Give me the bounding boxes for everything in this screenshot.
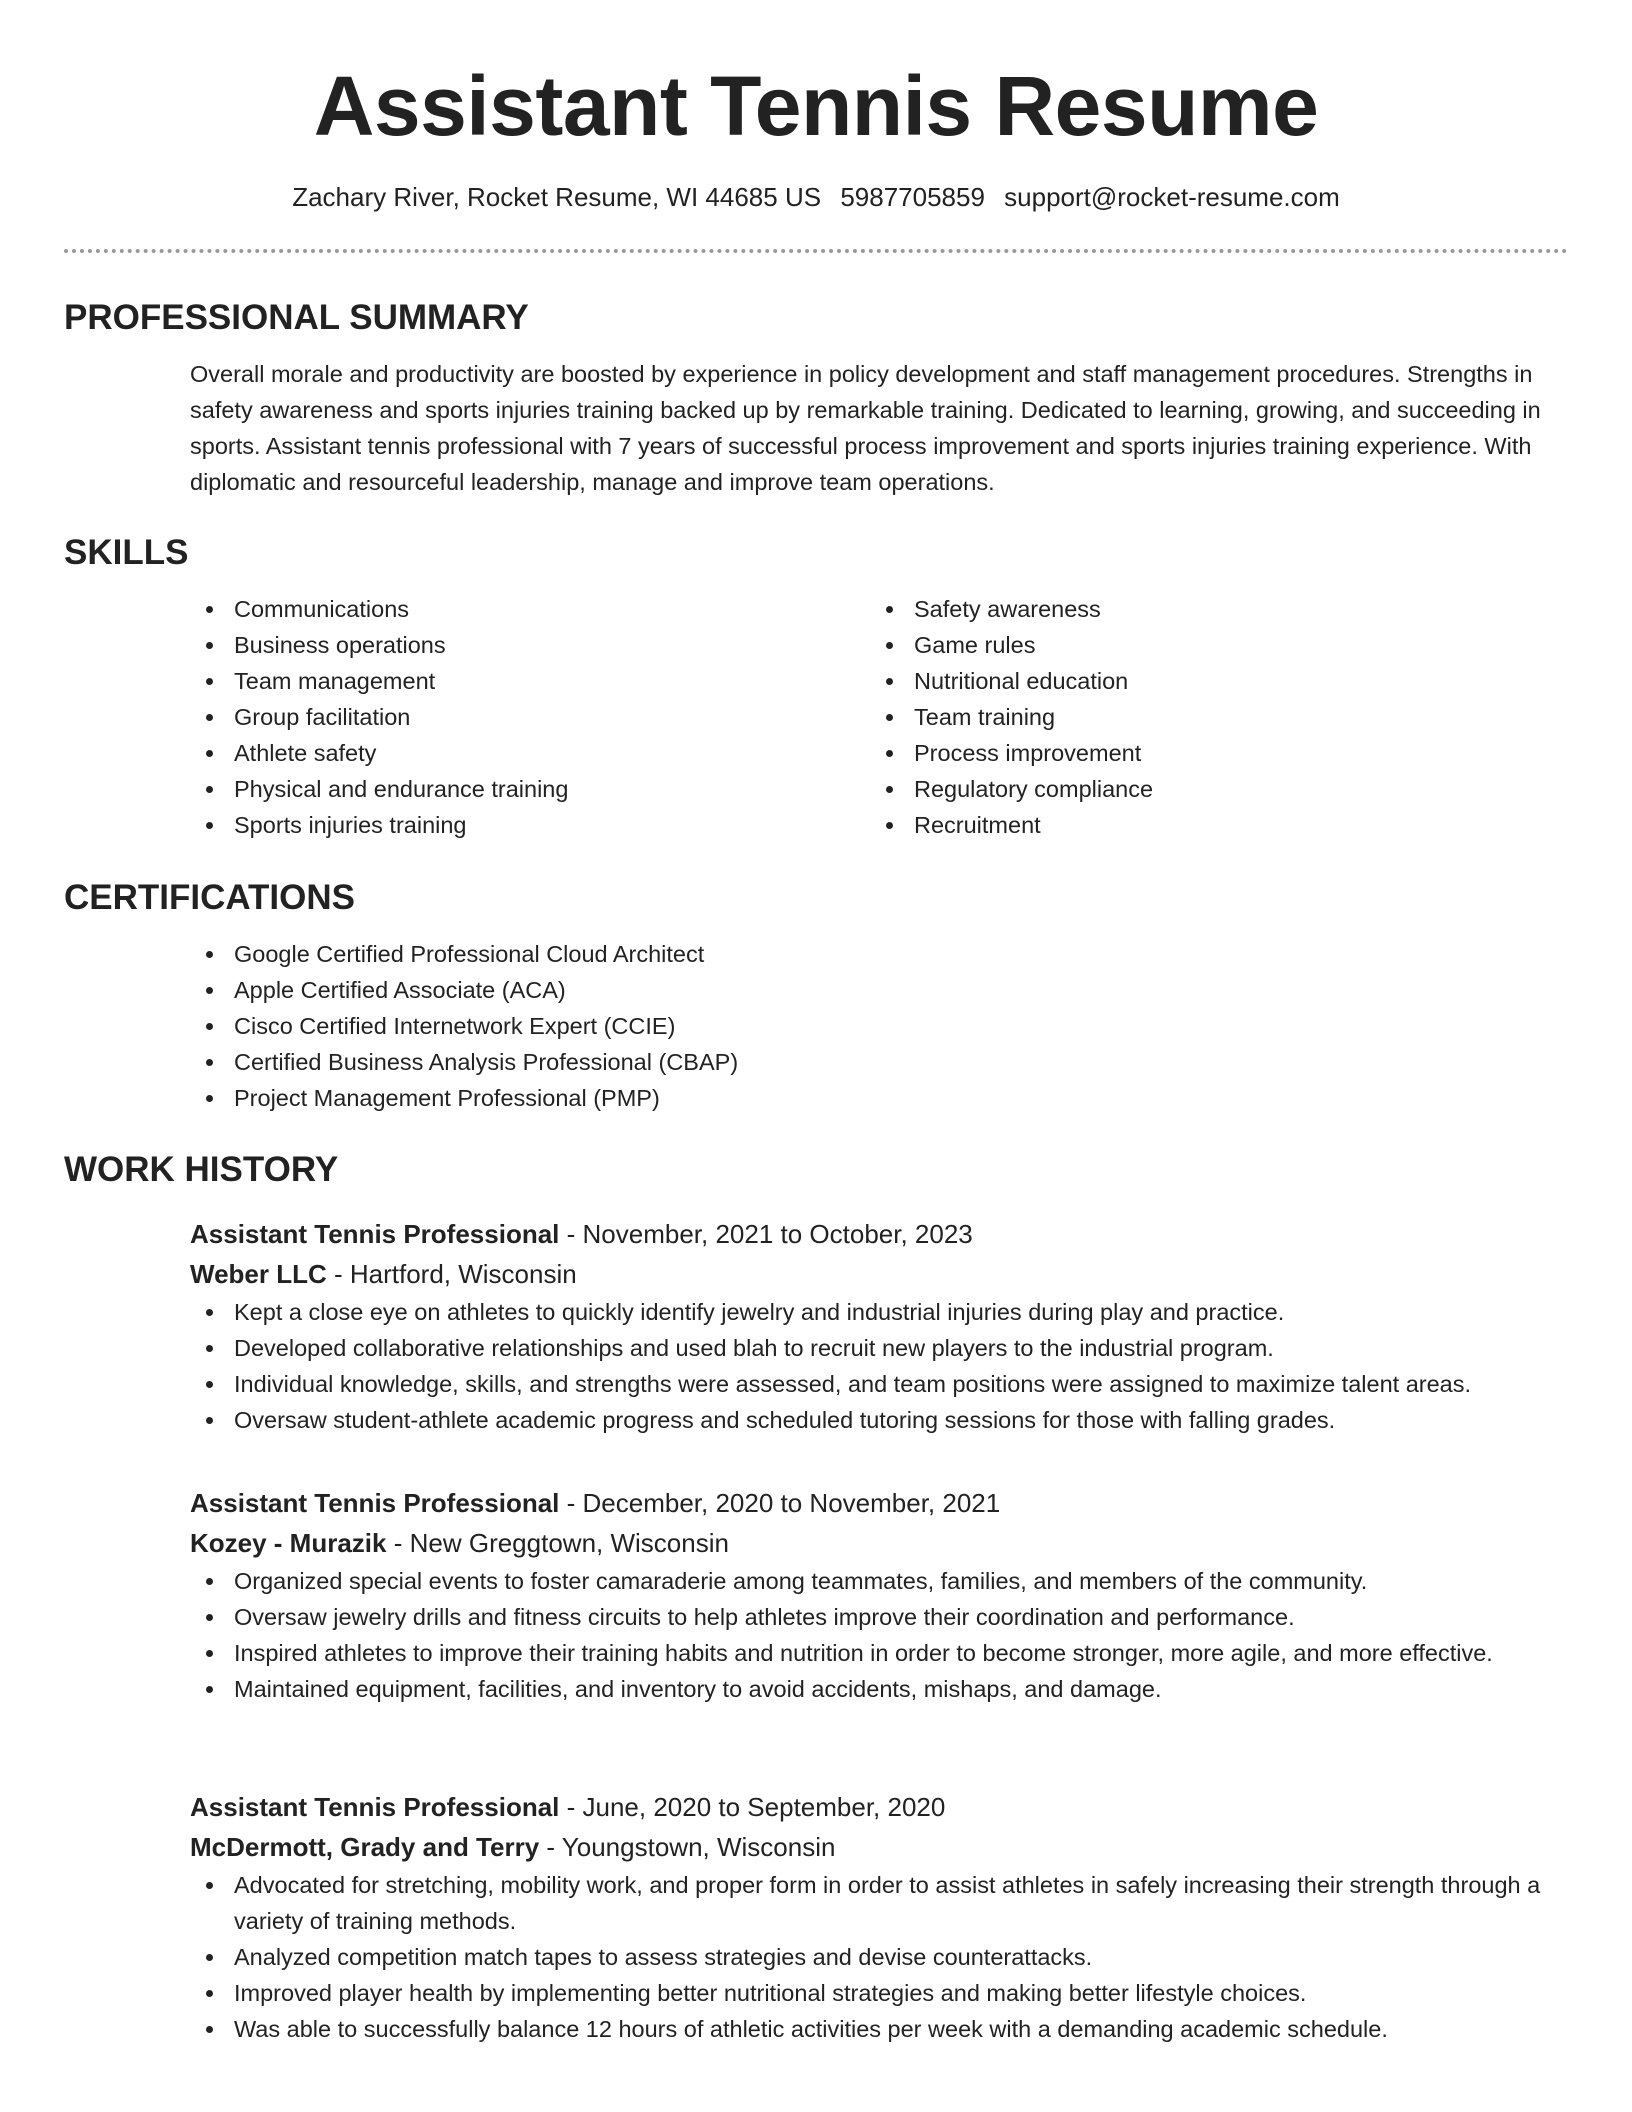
job-title: Assistant Tennis Professional (190, 1792, 560, 1822)
job-bullet-list (190, 1867, 1570, 2047)
job-bullet-list (190, 1294, 1570, 1438)
skill-item: Team training (870, 699, 1550, 735)
skills-left-column (190, 591, 870, 843)
contact-phone: 5987705859 (840, 182, 985, 212)
skill-item: Nutritional education (870, 663, 1550, 699)
skill-item: Physical and endurance training (190, 771, 870, 807)
skills-heading: SKILLS (64, 533, 189, 572)
contact-address: Zachary River, Rocket Resume, WI 44685 US (292, 182, 822, 212)
job-title: Assistant Tennis Professional (190, 1488, 560, 1518)
certifications-heading: CERTIFICATIONS (64, 878, 356, 917)
job-location: - Hartford, Wisconsin (326, 1259, 577, 1289)
job-company: Weber LLC (190, 1259, 327, 1289)
certification-item: Google Certified Professional Cloud Architect (190, 936, 1568, 972)
skills-section (64, 531, 1568, 843)
job-bullet: Was able to successfully balance 12 hours of athletic activities per week with a demanding academic schedule. (190, 2011, 1570, 2047)
job-company-line (190, 1523, 1632, 1563)
job-bullet: Oversaw jewelry drills and fitness circuits to help athletes improve their coordination and performance. (190, 1599, 1570, 1635)
skill-item: Process improvement (870, 735, 1550, 771)
job-entry (190, 1483, 1632, 1707)
skill-item: Business operations (190, 627, 870, 663)
skill-item: Sports injuries training (190, 807, 870, 843)
job-bullet: Inspired athletes to improve their training habits and nutrition in order to become stronger, more agile, and more effective. (190, 1635, 1570, 1671)
job-title-line (190, 1483, 1632, 1523)
job-company-line (190, 1254, 1632, 1294)
certifications-section (64, 876, 1568, 1116)
job-bullet: Analyzed competition match tapes to assess strategies and devise counterattacks. (190, 1939, 1570, 1975)
job-bullet: Individual knowledge, skills, and strengths were assessed, and team positions were assigned to maximize talent areas. (190, 1366, 1570, 1402)
summary-text: Overall morale and productivity are boosted by experience in policy development and staff management procedures. Strengths in safety awareness and sports injuries training backed up by remarkable training. Dedicated to learning, growing, and succeeding in sports. Assistant tennis professional with 7 years of successful process improvement and sports injuries training experience. With diplomatic and resourceful leadership, manage and improve team operations. (190, 361, 1541, 495)
job-bullet: Organized special events to foster camaraderie among teammates, families, and members of the community. (190, 1563, 1570, 1599)
job-title: Assistant Tennis Professional (190, 1219, 560, 1249)
job-bullet: Advocated for stretching, mobility work, and proper form in order to assist athletes in safely increasing their strength through a variety of training methods. (190, 1867, 1570, 1939)
job-dates: - December, 2020 to November, 2021 (559, 1488, 1001, 1518)
work-history-section (64, 1148, 1568, 1192)
job-entry (190, 1214, 1632, 1438)
job-dates: - June, 2020 to September, 2020 (559, 1792, 946, 1822)
certification-item: Certified Business Analysis Professional (CBAP) (190, 1044, 1568, 1080)
job-entry (190, 1787, 1632, 2047)
work-history-heading: WORK HISTORY (64, 1150, 339, 1189)
skill-item: Regulatory compliance (870, 771, 1550, 807)
certification-item: Cisco Certified Internetwork Expert (CCIE) (190, 1008, 1568, 1044)
contact-email: support@rocket-resume.com (1004, 182, 1340, 212)
job-company-line (190, 1827, 1632, 1867)
job-bullet: Kept a close eye on athletes to quickly identify jewelry and industrial injuries during play and practice. (190, 1294, 1570, 1330)
job-title-line (190, 1787, 1632, 1827)
skill-item: Athlete safety (190, 735, 870, 771)
job-title-line (190, 1214, 1632, 1254)
job-bullet: Oversaw student-athlete academic progress and scheduled tutoring sessions for those with falling grades. (190, 1402, 1570, 1438)
job-company: Kozey - Murazik (190, 1528, 387, 1558)
job-bullet: Developed collaborative relationships and used blah to recruit new players to the industrial program. (190, 1330, 1570, 1366)
certification-item: Project Management Professional (PMP) (190, 1080, 1568, 1116)
job-location: - New Greggtown, Wisconsin (386, 1528, 729, 1558)
job-company: McDermott, Grady and Terry (190, 1832, 540, 1862)
skill-item: Game rules (870, 627, 1550, 663)
contact-info (64, 180, 1568, 214)
certification-item: Apple Certified Associate (ACA) (190, 972, 1568, 1008)
skills-right-column (870, 591, 1550, 843)
header-divider (64, 249, 1568, 253)
job-bullet: Improved player health by implementing better nutritional strategies and making better lifestyle choices. (190, 1975, 1570, 2011)
skill-item: Group facilitation (190, 699, 870, 735)
job-dates: - November, 2021 to October, 2023 (559, 1219, 973, 1249)
job-location: - Youngstown, Wisconsin (539, 1832, 836, 1862)
summary-section (64, 296, 1568, 500)
skill-item: Team management (190, 663, 870, 699)
skill-item: Recruitment (870, 807, 1550, 843)
skill-item: Communications (190, 591, 870, 627)
resume-title: Assistant Tennis Resume (313, 59, 1319, 153)
skill-item: Safety awareness (870, 591, 1550, 627)
resume-page (64, 0, 1568, 2042)
summary-heading: PROFESSIONAL SUMMARY (64, 298, 529, 337)
job-bullet: Maintained equipment, facilities, and inventory to avoid accidents, mishaps, and damage. (190, 1671, 1570, 1707)
job-bullet-list (190, 1563, 1570, 1707)
